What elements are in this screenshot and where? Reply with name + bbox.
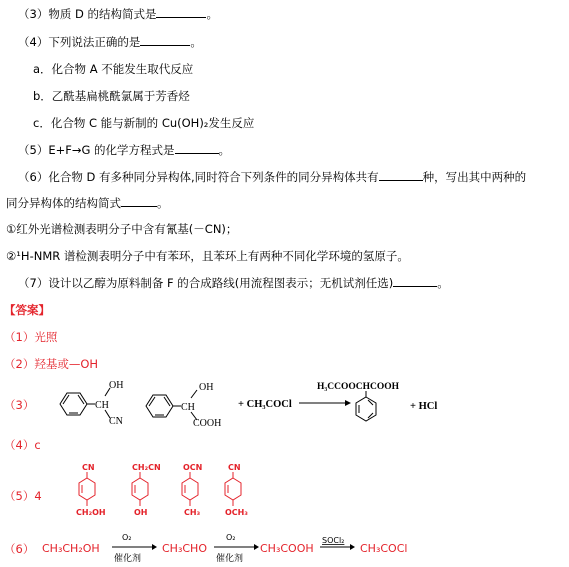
option-a: a．化合物 A 不能发生取代反应 — [33, 62, 194, 76]
reagent-acetyl-chloride: + CH₃COCl — [238, 399, 292, 410]
isomer-3-top: OCN — [183, 463, 203, 472]
arrow-1-catalyst: 催化剂 — [114, 554, 142, 564]
option-b: b．乙酰基扁桃酰氯属于芳香烃 — [33, 89, 190, 103]
isomer-4-bottom: OCH₃ — [225, 508, 248, 517]
arrow-2-catalyst: 催化剂 — [216, 554, 244, 564]
route-step-1: CH₃CH₂OH — [42, 542, 100, 555]
condition-2: ②¹H-NMR 谱检测表明分子中有苯环，且苯环上有两种不同化学环境的氢原子。 — [6, 249, 409, 263]
isomer-3-bottom: CH₃ — [184, 508, 201, 517]
question-7-text: （7）设计以乙醇为原料制备 F 的合成路线(用流程图表示；无机试剂任选) — [18, 276, 394, 290]
arrowhead-icon — [350, 544, 355, 550]
isomer-1-bottom: CH₂OH — [76, 508, 106, 517]
route-step-3: CH₃COOH — [260, 542, 314, 555]
c-ch-label: CH — [181, 402, 195, 413]
d-cn-label: CN — [109, 416, 123, 427]
isomer-2-bottom: OH — [134, 508, 148, 517]
product-hcl: + HCl — [410, 401, 438, 412]
period: 。 — [190, 35, 202, 49]
condition-1: ①红外光谱检测表明分子中含有氰基(－CN)； — [6, 222, 238, 236]
arrow-3-reagent: SOCl₂ — [322, 536, 345, 545]
question-3-text: （3）物质 D 的结构简式是 — [18, 7, 157, 21]
arrow-2-reagent: O₂ — [226, 533, 236, 542]
answer-4: （4）c — [4, 438, 41, 452]
option-c: c．化合物 C 能与新制的 Cu(OH)₂发生反应 — [33, 116, 255, 130]
route-step-4: CH₃COCl — [360, 542, 408, 555]
question-4-text: （4）下列说法正确的是 — [18, 35, 141, 49]
arrow-1-reagent: O₂ — [122, 533, 132, 542]
isomer-2-top: CH₂CN — [132, 463, 161, 472]
isomer-4-top: CN — [228, 463, 241, 472]
answer-1: （1）光照 — [4, 330, 58, 344]
d-ch-label: CH — [95, 400, 109, 411]
question-6-text-2: 同分异构体的结构简式 — [6, 196, 121, 210]
question-6-text-tail: 种，写出其中两种的 — [422, 170, 527, 184]
product-label: H₃CCOOCHCOOH — [317, 382, 400, 392]
answer-5-label: （5）4 — [4, 489, 42, 503]
d-oh-label: OH — [109, 380, 124, 391]
arrowhead-icon — [152, 544, 157, 550]
period: 。 — [206, 7, 218, 21]
answer-header: 【答案】 — [4, 303, 50, 317]
question-5-text: （5）E+F→G 的化学方程式是 — [18, 143, 175, 157]
period: 。 — [157, 196, 169, 210]
isomer-1-top: CN — [82, 463, 95, 472]
answer-2: （2）羟基或—OH — [4, 357, 99, 371]
route-step-2: CH₃CHO — [162, 542, 207, 555]
arrowhead-icon — [254, 544, 259, 550]
period: 。 — [218, 143, 231, 157]
answer-3-label: （3） — [4, 398, 35, 412]
c-oh-label: OH — [199, 382, 214, 393]
c-cooh-label: COOH — [193, 418, 222, 429]
answer-6-label: （6） — [4, 542, 35, 556]
question-6-text: （6）化合物 D 有多种同分异构体,同时符合下列条件的同分异构体共有 — [18, 170, 379, 184]
period: 。 — [437, 276, 449, 290]
